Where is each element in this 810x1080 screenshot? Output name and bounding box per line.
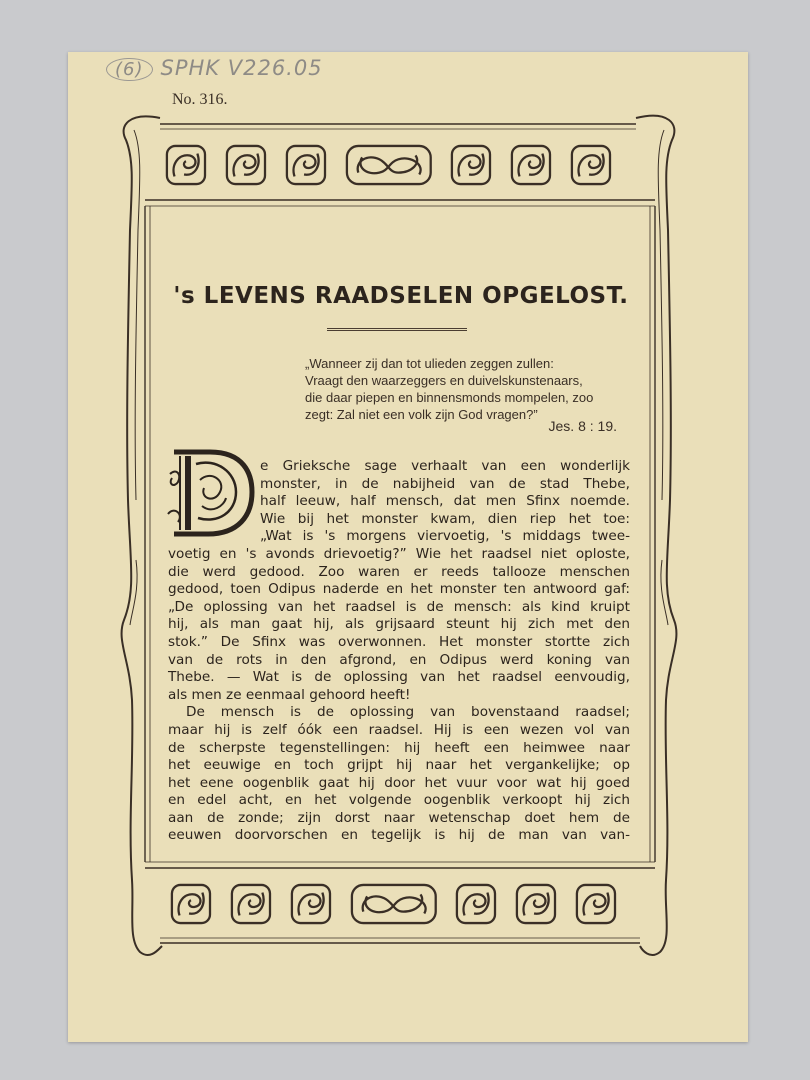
body-line: voetig en 's avonds drievoetig?” Wie het raadsel niet oploste, [168,545,630,562]
swirl-ornament-icon [165,143,207,187]
swirl-ornament-icon [225,143,267,187]
body-line: De mensch is de oplossing van bovenstaand raadsel; [186,704,630,721]
body-line: hij, als man gaat hij, als grijsaard steunt hij zich met den [168,616,630,633]
swirl-ornament-icon [450,143,492,187]
epigraph-line: die daar piepen en binnensmonds mompelen, zoo [305,390,594,405]
swirl-ornament-icon [510,143,552,187]
epigraph-line: Vraagt den waarzeggers en duivelskunstenaars, [305,373,583,388]
swirl-ornament-icon [455,882,497,926]
body-line: Wie bij het monster kwam, dien riep het toe: [260,510,630,527]
knot-ornament-icon [350,882,438,926]
body-line: van de rots in den afgrond, en Odipus werd koning van [168,651,630,668]
swirl-ornament-icon [230,882,272,926]
swirl-ornament-icon [170,882,212,926]
swirl-ornament-icon [515,882,557,926]
body-line: het eeuwige en toch grijpt hij naar het vergankelijke; op [168,757,630,774]
epigraph-line: „Wanneer zij dan tot ulieden zeggen zullen: [305,356,554,371]
body-text [168,458,630,845]
epigraph-line: zegt: Zal niet een volk zijn God vragen?” [305,407,538,422]
document-number: No. 316. [172,91,228,108]
swirl-ornament-icon [575,882,617,926]
body-line: Thebe. — Wat is de oplossing van het raadsel eenvoudig, [168,669,630,686]
swirl-ornament-icon [290,882,332,926]
body-line: en edel acht, en het volgende oogenblik verkoopt hij zich [168,792,630,809]
body-line: „De oplossing van het raadsel is de mensch: als kind kruipt [168,598,630,615]
bottom-ornament-band [170,879,635,929]
body-line: monster, in de nabijheid van de stad Thebe, [260,475,630,492]
document-title: 's LEVENS RAADSELEN OPGELOST. [173,283,629,309]
epigraph-reference: Jes. 8 : 19. [548,418,617,434]
title-divider [327,328,467,331]
knot-ornament-icon [345,143,433,187]
body-line: e Grieksche sage verhaalt van een wonderlijk [260,458,630,474]
body-line: eeuwen doorvorschen en tegelijk is hij de man van van- [168,827,630,844]
swirl-ornament-icon [570,143,612,187]
body-line: aan de zonde; zijn dorst naar wetenschap doet hem de [168,809,630,826]
epigraph [305,355,632,423]
top-ornament-band [165,140,630,190]
body-line: „Wat is 's morgens viervoetig, 's middags twee- [260,528,630,545]
body-line: maar hij is zelf óók een raadsel. Hij is een wezen vol van [168,721,630,738]
swirl-ornament-icon [285,143,327,187]
body-line: als men ze eenmaal gehoord heeft! [168,686,411,703]
body-line: half leeuw, half mensch, dat men Sfinx noemde. [260,493,630,510]
body-line: die werd gedood. Zoo waren er reeds tallooze menschen [168,563,630,580]
body-line: gedood, toen Odipus naderde en het monster ten antwoord gaf: [168,581,630,598]
archive-code: SPHK V226.05 [160,56,323,80]
body-line: de scherpste tegenstellingen: hij heeft een heimwee naar [168,739,630,756]
body-line: stok.” De Sfinx was overwonnen. Het monster stortte zich [168,633,630,650]
body-line: het eene oogenblik gaat hij door het vuur voor wat hij goed [168,774,630,791]
circled-number: (6) [106,58,153,81]
